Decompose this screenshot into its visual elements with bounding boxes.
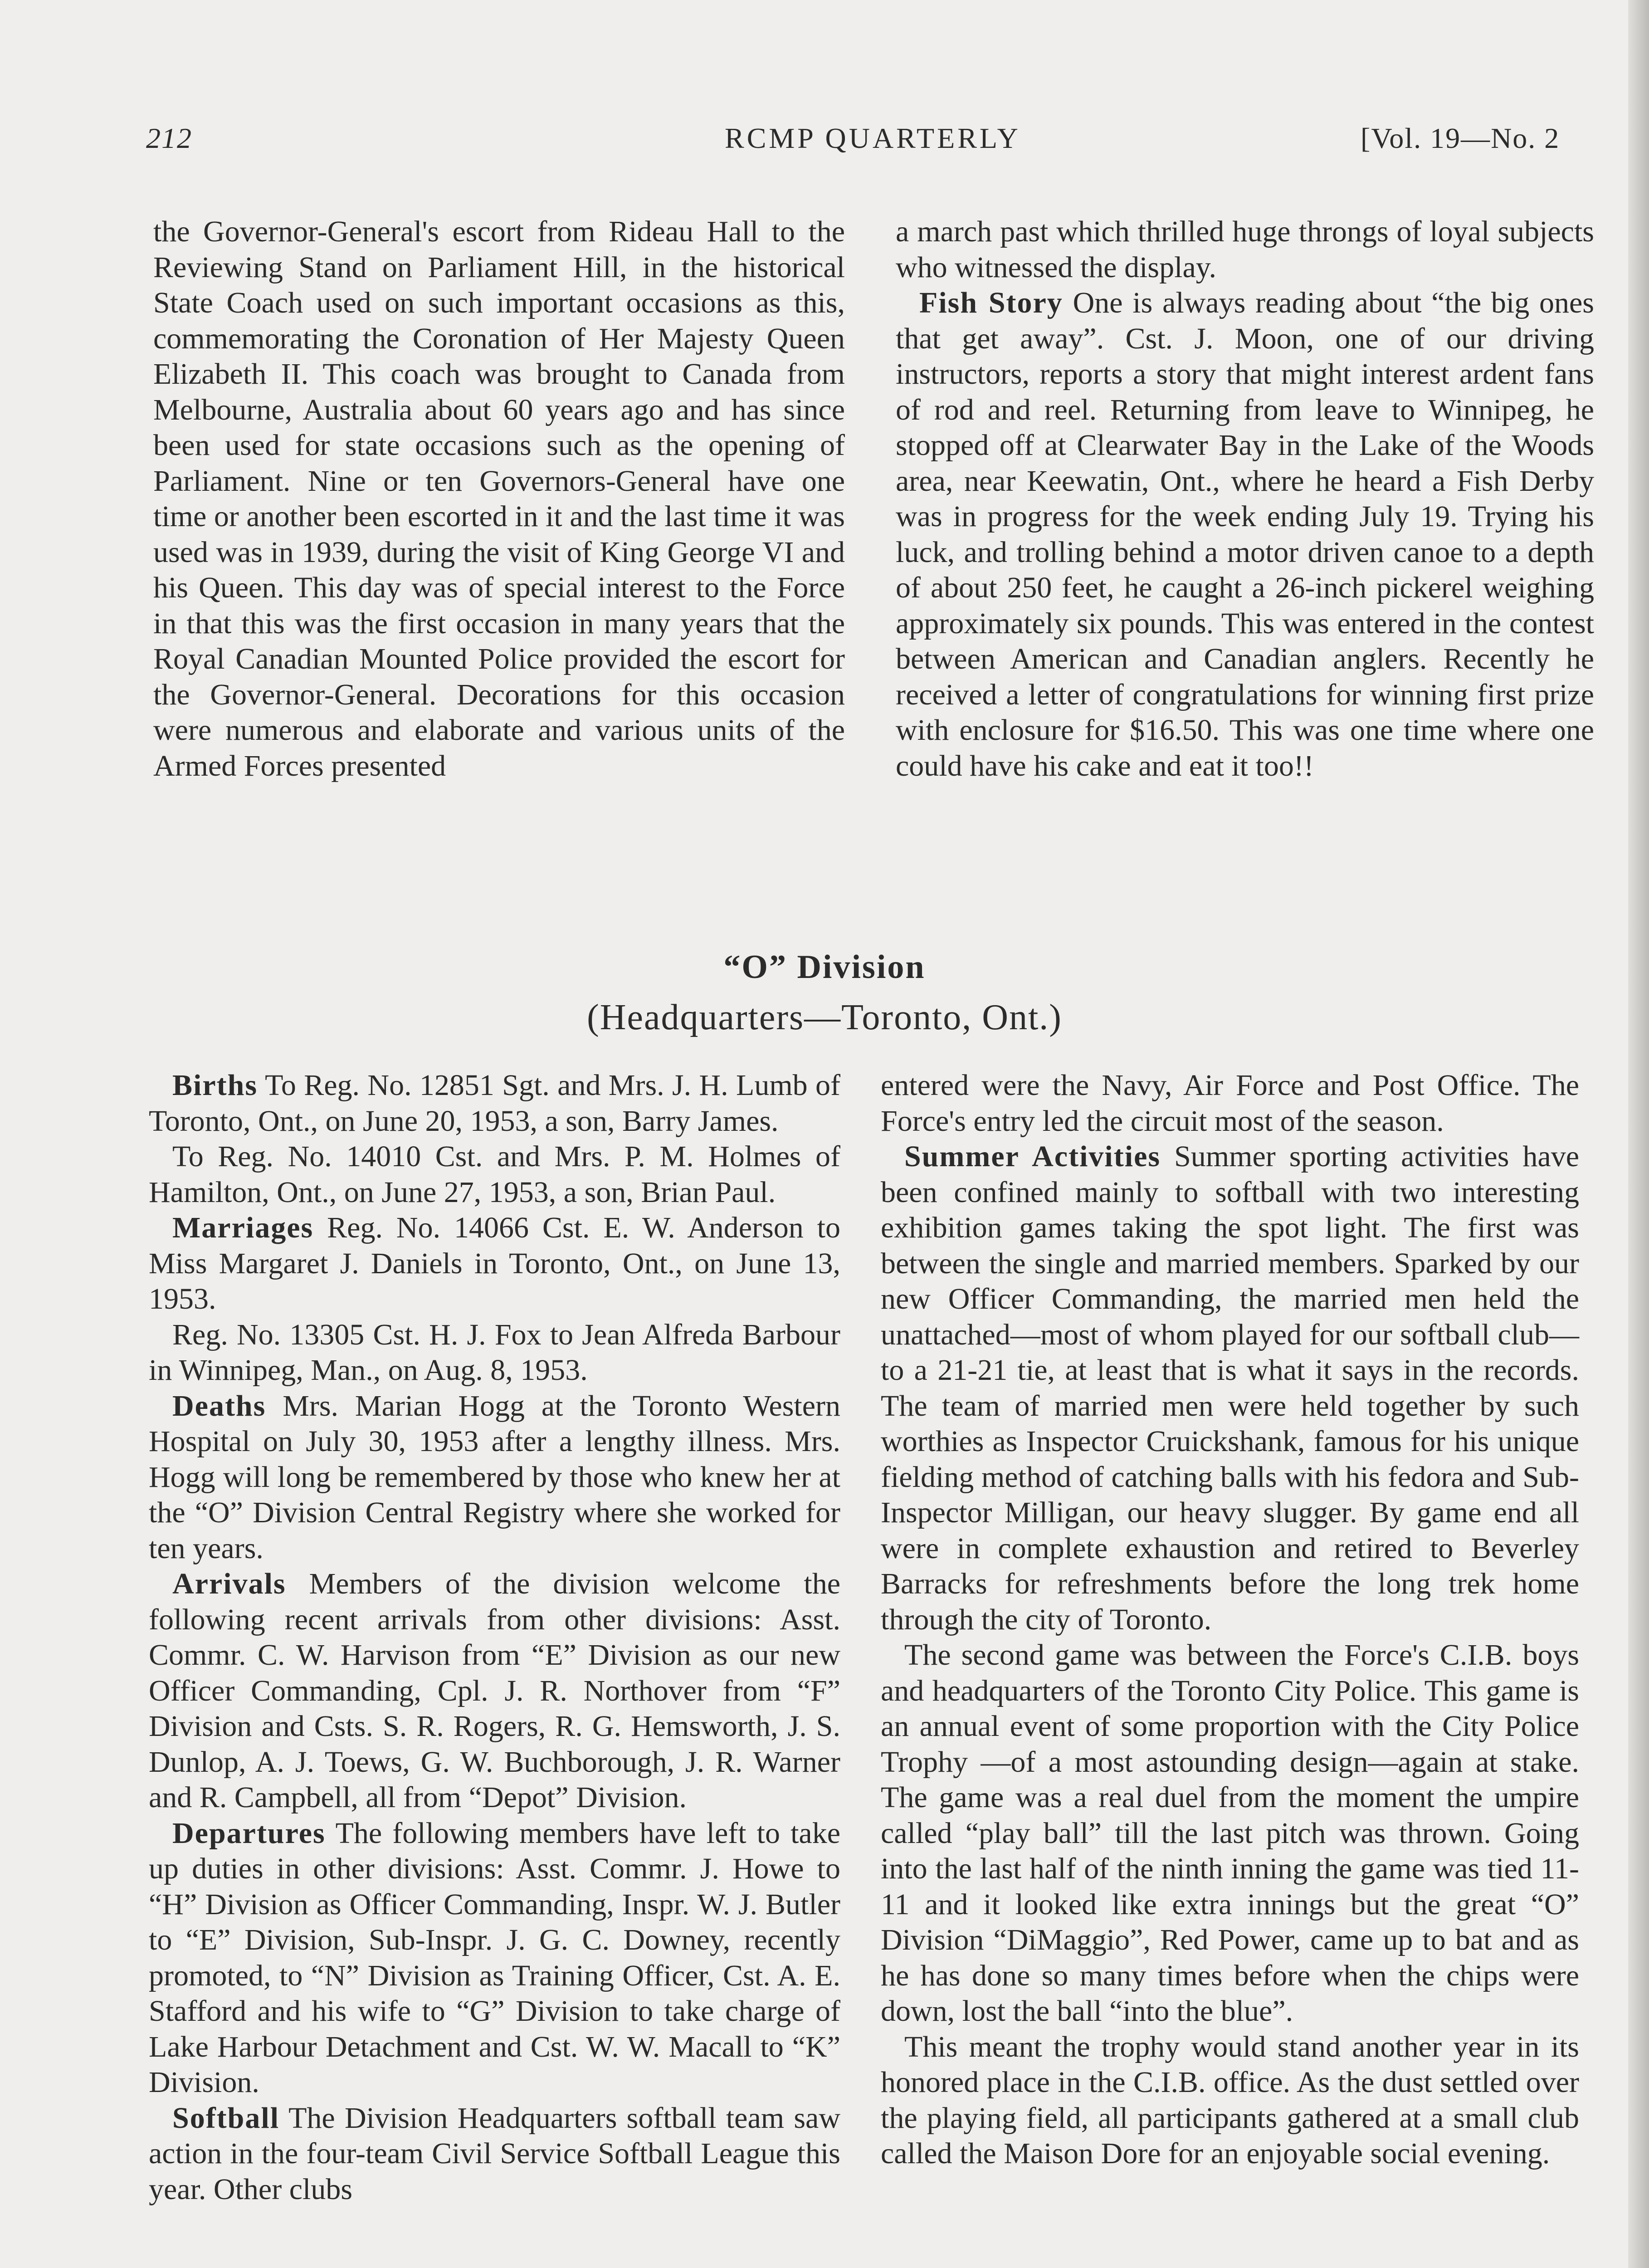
- paragraph: To Reg. No. 14010 Cst. and Mrs. P. M. Holmes of Hamilton, Ont., on June 27, 1953, a son, Brian Paul.: [149, 1140, 840, 1209]
- running-title: RCMP QUARTERLY: [725, 122, 1021, 154]
- paragraph-text: Reg. No. 14066 Cst. E. W. Anderson to Miss Margaret J. Daniels in Toronto, Ont., on June 13, 1953.: [149, 1211, 840, 1315]
- run-in-heading: Deaths: [172, 1389, 266, 1422]
- paragraph: entered were the Navy, Air Force and Post Office. The Force's entry led the circuit most of the season.: [881, 1069, 1579, 1138]
- paragraph-text: Mrs. Marian Hogg at the Toronto Western Hospital on July 30, 1953 after a lengthy illness. Mrs. Hogg will long be remembered by those who knew her at the “O” Division Central Registry where she worked for ten years.: [149, 1389, 840, 1565]
- fish-story-paragraph: [896, 285, 1594, 784]
- departures-paragraph: [149, 1816, 840, 2101]
- paragraph-text: The following members have left to take up duties in other divisions: Asst. Commr. J. Howe to “H” Division as Officer Commanding, Inspr. W. J. Butler to “E” Division, Sub-Inspr. J. G. C. Downey, recently promoted, to “N” Division as Training Officer, Cst. A. E. Stafford and his wife to “G” Division to take charge of Lake Harbour Detachment and Cst. W. W. Macall to “K” Division.: [149, 1816, 840, 2099]
- top-right-column: [896, 214, 1594, 784]
- paragraph: The second game was between the Force's C.I.B. boys and headquarters of the Toronto City Police. This game is an annual event of some proportion with the City Police Trophy —of a most astounding design—again at stake. The game was a real duel from the moment the umpire called “play ball” till the last pitch was thrown. Going into the last half of the ninth inning the game was tied 11-11 and it looked like extra innings but the great “O” Division “DiMaggio”, Red Power, came up to bat and as he has done so many times before when the chips were down, lost the ball “into the blue”.: [881, 1638, 1579, 2028]
- run-in-heading: Births: [172, 1069, 258, 1102]
- paragraph-text: To Reg. No. 12851 Sgt. and Mrs. J. H. Lumb of Toronto, Ont., on June 20, 1953, a son, Barry James.: [149, 1069, 840, 1138]
- softball-paragraph: [149, 2101, 840, 2208]
- paragraph-text: One is always reading about “the big ones that get away”. Cst. J. Moon, one of our driving instructors, reports a story that might interest ardent fans of rod and reel. Returning from leave to Winnipeg, he stopped off at Clearwater Bay in the Lake of the Woods area, near Keewatin, Ont., where he heard a Fish Derby was in progress for the week ending July 19. Trying his luck, and trolling behind a motor driven canoe to a depth of about 250 feet, he caught a 26-inch pickerel weighing approximately six pounds. This was entered in the contest between American and Canadian anglers. Recently he received a letter of congratulations for winning first prize with enclosure for $16.50. This was one time where one could have his cake and eat it too!!: [896, 286, 1594, 782]
- page-number: 212: [146, 122, 192, 154]
- paragraph: This meant the trophy would stand another year in its honored place in the C.I.B. office. As the dust settled over the playing field, all participants gathered at a small club called the Maison Dore for an enjoyable social evening.: [881, 2030, 1579, 2170]
- deaths-paragraph: [149, 1388, 840, 1567]
- volume-label: [Vol. 19—No. 2: [1361, 122, 1560, 154]
- top-left-column: [153, 214, 845, 784]
- summer-activities-paragraph: [881, 1139, 1579, 1637]
- paragraph-text: Summer sporting activities have been confined mainly to softball with two interesting exhibition games taking the spot light. The first was between the single and married members. Sparked by our new Officer Commanding, the married men held the unattached—most of whom played for our softball club—to a 21-21 tie, at least that is what it says in the records. The team of married men were held together by such worthies as Inspector Cruickshank, famous for his unique fielding method of catching balls with his fedora and Sub-Inspector Milligan, our heavy slugger. By game end all were in complete exhaustion and retired to Beverley Barracks for refreshments before the long trek home through the city of Toronto.: [881, 1140, 1580, 1636]
- run-in-heading: Arrivals: [172, 1567, 286, 1600]
- run-in-heading: Softball: [172, 2101, 280, 2135]
- section-title: “O” Division: [723, 948, 926, 986]
- page-spine-shadow: [1628, 0, 1649, 2268]
- births-paragraph: [149, 1068, 840, 1139]
- paragraph: Reg. No. 13305 Cst. H. J. Fox to Jean Alfreda Barbour in Winnipeg, Man., on Aug. 8, 1953.: [149, 1318, 840, 1387]
- run-in-heading: Summer Activities: [904, 1140, 1161, 1173]
- run-in-heading: Fish Story: [919, 286, 1063, 319]
- paragraph-text: Members of the division welcome the following recent arrivals from other divisions: Asst. Commr. C. W. Harvison from “E” Division as our new Officer Commanding, Cpl. J. R. Northover from “F” Division and Csts. S. R. Rogers, R. G. Hemsworth, J. S. Dunlop, A. J. Toews, G. W. Buchborough, J. R. Warner and R. Campbell, all from “Depot” Division.: [149, 1567, 840, 1814]
- section-subtitle: (Headquarters—Toronto, Ont.): [587, 997, 1062, 1037]
- run-in-heading: Marriages: [172, 1211, 314, 1244]
- run-in-heading: Departures: [172, 1816, 326, 1850]
- marriages-paragraph: [149, 1210, 840, 1317]
- arrivals-paragraph: [149, 1566, 840, 1816]
- bottom-left-column: [149, 1068, 840, 2207]
- paragraph: a march past which thrilled huge throngs of loyal subjects who witnessed the display.: [896, 215, 1594, 284]
- bottom-right-column: [881, 1068, 1579, 2172]
- paragraph-text: The Division Headquarters softball team saw action in the four-team Civil Service Softball League this year. Other clubs: [149, 2101, 840, 2206]
- paragraph: the Governor-General's escort from Rideau Hall to the Reviewing Stand on Parliament Hill, in the historical State Coach used on such important occasions as this, commemorating the Coronation of Her Majesty Queen Elizabeth II. This coach was brought to Canada from Melbourne, Australia about 60 years ago and has since been used for state occasions such as the opening of Parliament. Nine or ten Governors-General have one time or another been escorted in it and the last time it was used was in 1939, during the visit of King George VI and his Queen. This day was of special interest to the Force in that this was the first occasion in many years that the Royal Canadian Mounted Police provided the escort for the Governor-General. Decorations for this occasion were numerous and elaborate and various units of the Armed Forces presented: [153, 215, 845, 782]
